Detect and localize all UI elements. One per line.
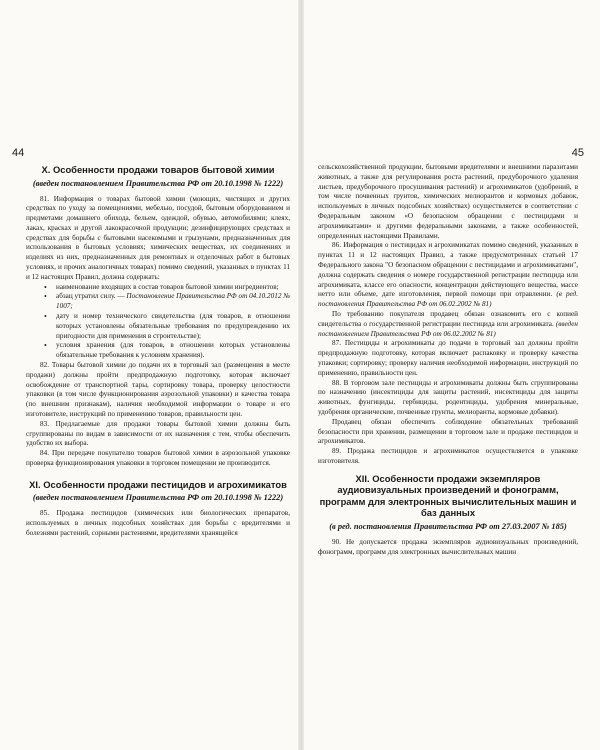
paragraph-85-continued: сельскохозяйственной продукции, бытовыми вредителями и внешними паразитами животных, а также для регулирования роста растений, предуборочного удаления листьев, предуборочного просушивания растений) и агрохимикатов (удобрений, в том числе почвенных грунтов, химических мелиорантов и кормовых добавок, используемых в личных подсобных хозяйствах) осуществляется в соответствии с Федеральным законом «О безопасном обращении с пестицидами и агрохимикатами» и другими федеральными законами, а также особенностей, определенных настоящими Правилами.	[318, 163, 578, 240]
paragraph-88: 88. В торговом зале пестициды и агрохимикаты должны быть сгруппированы по назначению (инсектициды для защиты растений, инсектициды для защиты животных, фунгициды, гербициды, родентициды, удобрения минеральные, удобрения органические, почвенные грунты, мелиоранты, кормовые добавки).	[318, 378, 578, 416]
source-note: (введен постановлением Правительства РФ от 20.10.1998 № 1222)	[32, 493, 284, 503]
page-number: 44	[12, 147, 25, 159]
bullet-item: • условия хранения (для товаров, в отношении которых установлены обязательные требования к условиям хранения).	[56, 341, 290, 361]
section-heading-xii: XII. Особенности продажи экземпляров аудиовизуальных произведений и фонограмм, программ для электронных вычислительных машин и баз данных	[319, 472, 577, 519]
bullet-item	[56, 292, 290, 312]
paragraph-83: 83. Предлагаемые для продажи товары бытовой химии должны быть сгруппированы по видам в зависимости от их назначения с тем, чтобы обеспечить удобство их выбора.	[26, 419, 290, 448]
paragraph-text: По требованию покупателя продавец обязан ознакомить его с копией свидетельства о государственной регистрации пестицида или агрохимиката.	[318, 309, 578, 328]
source-note: (введен постановлением Правительства РФ от 20.10.1998 № 1222)	[32, 178, 284, 188]
left-page-content	[26, 164, 290, 539]
bullet-list	[26, 283, 290, 361]
page-number: 45	[571, 147, 584, 159]
bullet-item: • дату и номер технического свидетельства (для товаров, в отношении которых установлены обязательные требования по предупреждению их пригодности для применения в строительстве);	[56, 312, 290, 341]
paragraph-82: 82. Товары бытовой химии до подачи их в торговый зал (размещения в месте продажи) должны пройти предпродажную подготовку, которая включает освобождение от транспортной тары, сортировку товара, проверку целостности упаковки (в том числе функционирования аэрозольной упаковки) и качества товара (по внешним признакам), наличия необходимой информации о товаре и его изготовителе, инструкций по применению товаров, правильности цен.	[26, 361, 290, 419]
source-note: (в ред. постановления Правительства РФ от 27.03.2007 № 185)	[329, 521, 567, 531]
paragraph-87: 87. Пестициды и агрохимикаты до подачи в торговый зал должны пройти предпродажную подготовку, которая включает распаковку и проверку качества упаковки; сортировку; проверку наличия необходимой информации, инструкций по применению, правильности цен.	[318, 339, 578, 377]
paragraph-88-safety: Продавец обязан обеспечить соблюдение обязательных требований безопасности при хранении, размещении в торговом зале и продаже пестицидов и агрохимикатов.	[318, 417, 578, 446]
paragraph-90: 90. Не допускается продажа экземпляров аудиовизуальных произведений, фонограмм, программ для электронных вычислительных машин	[318, 537, 578, 556]
paragraph-84: 84. При передаче покупателю товаров бытовой химии в аэрозольной упаковке проверка функционирования упаковки в торговом помещении не производится.	[26, 449, 290, 468]
bullet-text: абзац утратил силу. —	[56, 292, 127, 301]
paragraph-86	[318, 241, 578, 310]
edit-note: (в ред. постановления Правительства РФ от 06.02.2002 № 81)	[318, 290, 578, 309]
left-page	[0, 0, 298, 750]
section-heading-x: X. Особенности продажи товаров бытовой химии	[41, 164, 275, 175]
paragraph-text: 86. Информация о пестицидах и агрохимикатах помимо сведений, указанных в пунктах 11 и 12 настоящих Правил, а также предусмотренных статьей 17 Федерального закона "О безопасном обращении с пестицидами и агрохимикатами", должна содержать сведения о номере государственной регистрации пестицида или агрохимиката, классе его опасности, концентрации действующего вещества, массе нетто или объеме, дате изготовления, первой помощи при отравлении.	[318, 241, 578, 299]
right-page	[304, 0, 600, 750]
paragraph-85: 85. Продажа пестицидов (химических или биологических препаратов, используемых в личных подсобных хозяйствах для борьбы с вредителями и болезнями растений, сорными растениями, вредителями хранящейся	[26, 509, 290, 537]
paragraph-86-copy	[318, 310, 578, 339]
section-heading-xi: XI. Особенности продажи пестицидов и агрохимикатов	[29, 478, 287, 490]
paragraph-89: 89. Продажа пестицидов и агрохимикатов осуществляется в упаковке изготовителя.	[318, 447, 578, 465]
bullet-item: • наименование входящих в состав товаров бытовой химии ингредиентов;	[56, 283, 290, 293]
edit-note: Постановление Правительства РФ от 04.10.2012 № 1007;	[56, 292, 291, 311]
paragraph-81: 81. Информация о товарах бытовой химии (моющих, чистящих и других средствах по уходу за помещениями, мебелью, посудой, бытовым оборудованием и предметами домашнего обихода, бельем, одеждой, обувью, автомобилями; клеях, лаках, красках и другой лакокрасочной продукции; дезинфицирующих средствах и средствах для борьбы с бытовыми насекомыми и грызунами, предназначенных для использования в бытовых условиях; химических веществах, их соединениях и изделиях из них, предназначенных для ремонтных и отделочных работ в бытовых условиях, и прочих аналогичных товарах) помимо сведений, указанных в пунктах 11 и 12 настоящих Правил, должна содержать:	[26, 194, 290, 281]
right-page-content	[318, 163, 578, 557]
edit-note: (введен постановлением Правительства РФ от 06.02.2002 № 81)	[318, 319, 578, 338]
